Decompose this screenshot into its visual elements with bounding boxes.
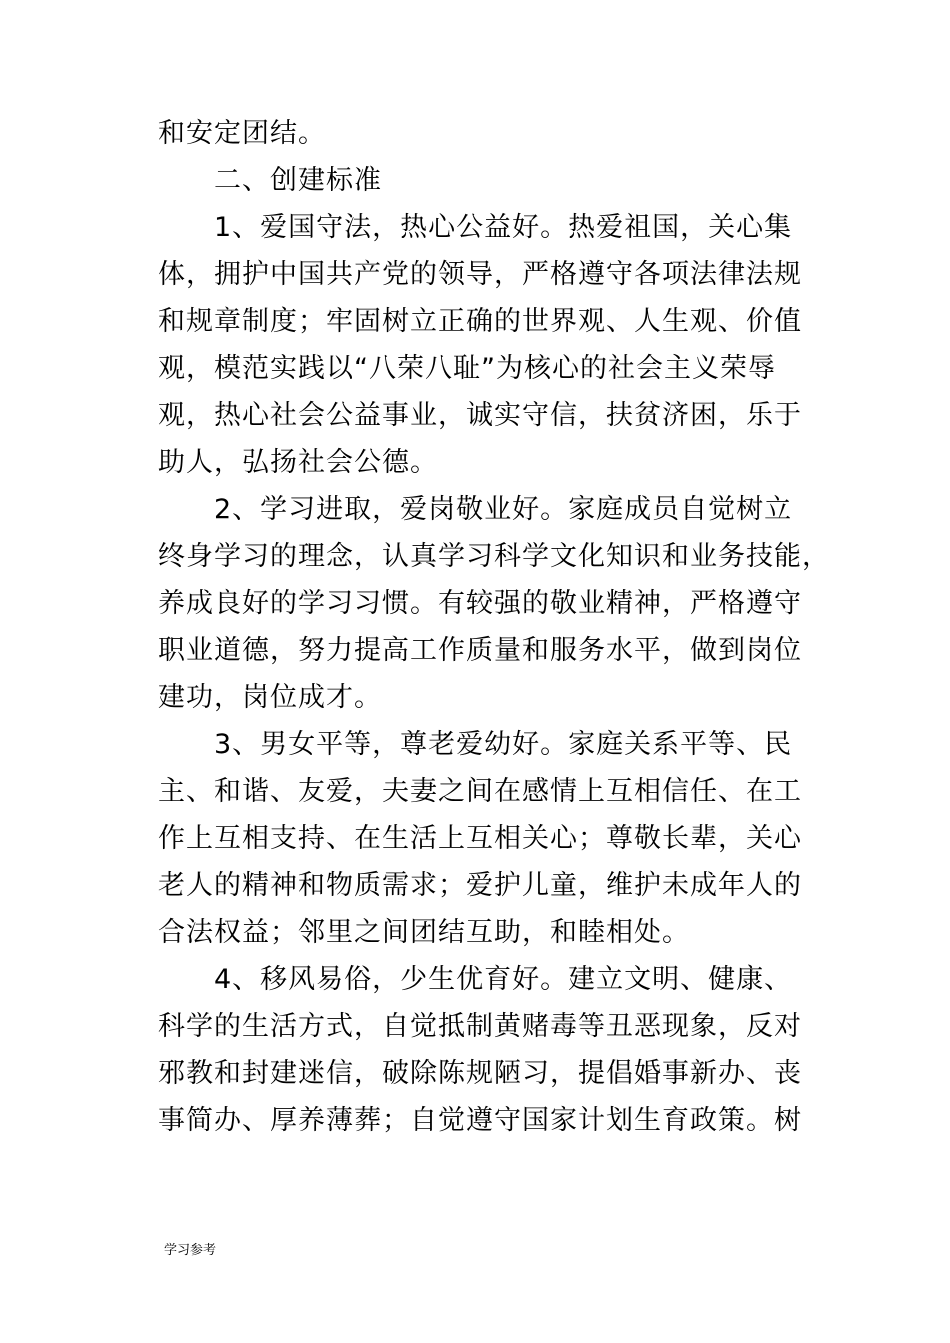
text-line: 和规章制度；牢固树立正确的世界观、人生观、价值 <box>158 306 802 337</box>
text-line: 观，模范实践以“八荣八耻”为核心的社会主义荣辱 <box>158 353 776 384</box>
text-line: 体，拥护中国共产党的领导，严格遵守各项法律法规 <box>158 259 802 290</box>
text-line: 1、爱国守法，热心公益好。热爱祖国，关心集 <box>214 212 793 243</box>
text-line: 4、移风易俗，少生优育好。建立文明、健康、 <box>214 964 793 995</box>
text-line: 合法权益；邻里之间团结互助，和睦相处。 <box>158 917 690 948</box>
text-line: 观，热心社会公益事业，诚实守信，扶贫济困，乐于 <box>158 400 802 431</box>
text-line: 3、男女平等，尊老爱幼好。家庭关系平等、民 <box>214 729 793 760</box>
text-line: 职业道德，努力提高工作质量和服务水平，做到岗位 <box>158 635 802 666</box>
text-line: 事简办、厚养薄葬；自觉遵守国家计划生育政策。树 <box>158 1105 802 1136</box>
text-line: 和安定团结。 <box>158 118 326 149</box>
text-line: 邪教和封建迷信，破除陈规陋习，提倡婚事新办、丧 <box>158 1058 802 1089</box>
text-line: 养成良好的学习习惯。有较强的敬业精神，严格遵守 <box>158 588 802 619</box>
text-line: 科学的生活方式，自觉抵制黄赌毒等丑恶现象，反对 <box>158 1011 802 1042</box>
page-footer: 学习参考 <box>164 1243 217 1258</box>
text-line: 建功，岗位成才。 <box>158 682 382 713</box>
text-line: 作上互相支持、在生活上互相关心；尊敬长辈，关心 <box>158 823 802 854</box>
text-line: 终身学习的理念，认真学习科学文化知识和业务技能， <box>158 541 830 572</box>
text-line: 主、和谐、友爱，夫妻之间在感情上互相信任、在工 <box>158 776 802 807</box>
text-line: 老人的精神和物质需求；爱护儿童，维护未成年人的 <box>158 870 802 901</box>
section-heading: 二、创建标准 <box>214 165 382 196</box>
text-line: 2、学习进取，爱岗敬业好。家庭成员自觉树立 <box>214 494 793 525</box>
text-line: 助人，弘扬社会公德。 <box>158 447 438 478</box>
